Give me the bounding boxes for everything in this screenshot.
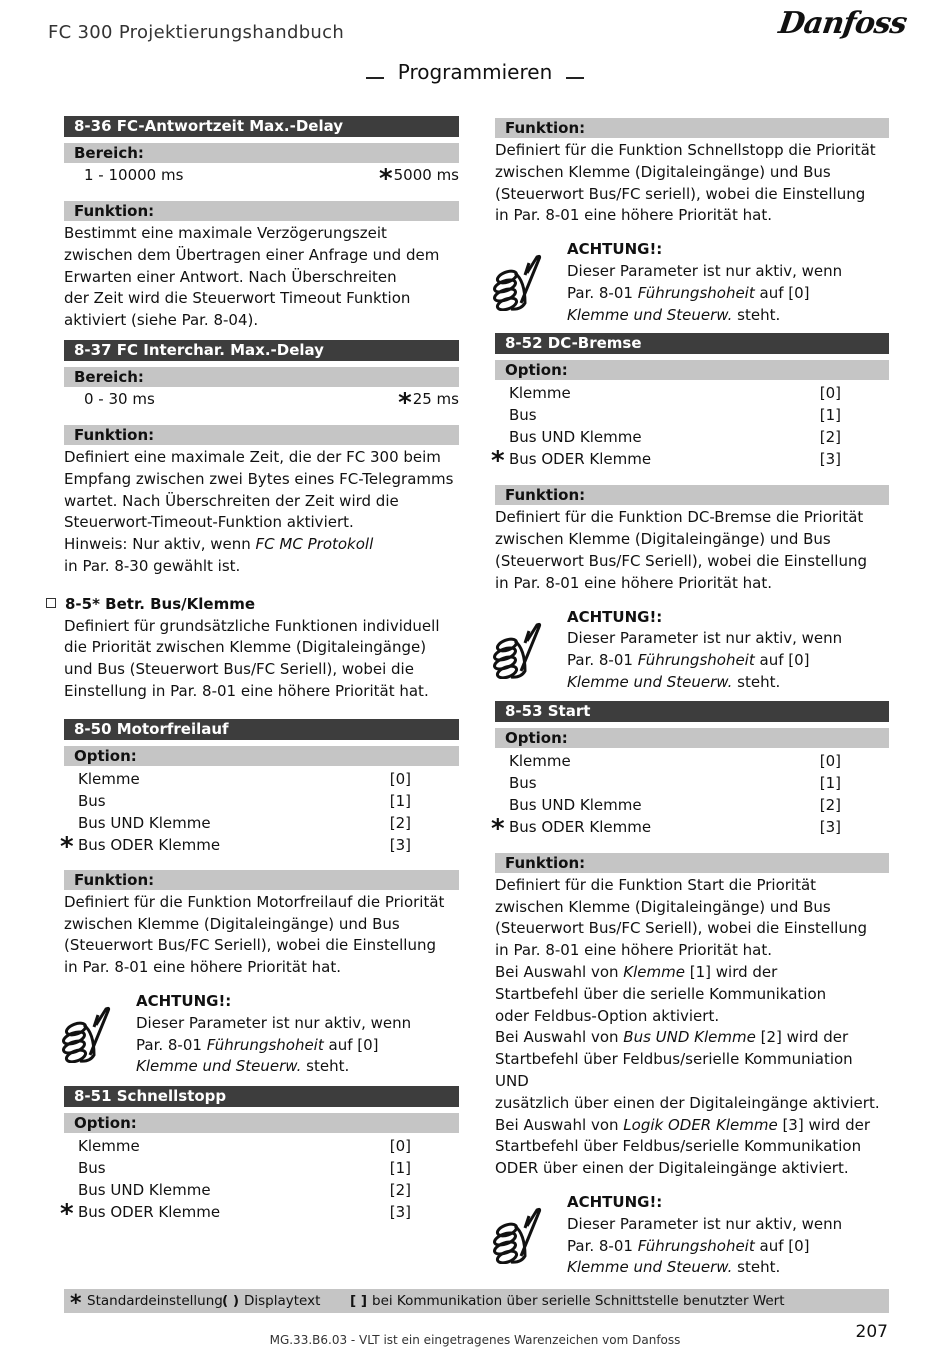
- option-row-default: [491, 813, 889, 844]
- text-line: [0]: [389, 769, 411, 788]
- text-line: 5000 ms: [393, 166, 459, 184]
- text-line: zusätzlich über einen der Digitaleingänge aktiviert.: [495, 1093, 880, 1112]
- text-line: Bus UND Klemme: [509, 795, 642, 814]
- option-list: [60, 1135, 459, 1230]
- text-line: Klemme: [509, 384, 571, 403]
- option-row-default: [491, 446, 889, 477]
- text-line: Startbefehl über die serielle Kommunikation: [495, 984, 827, 1003]
- text-line: [1] wird der: [684, 962, 778, 981]
- hand-note-icon: [60, 1005, 114, 1063]
- option-label: Option:: [495, 728, 889, 748]
- left-column: [60, 116, 459, 1230]
- text-line: Führungshoheit: [637, 283, 755, 302]
- range-row: [64, 387, 459, 418]
- param-title-8-36: 8-36 FC-Antwortzeit Max.-Delay: [64, 116, 459, 137]
- text-line: Par. 8-01: [136, 1035, 207, 1054]
- param-title-8-50: 8-50 Motorfreilauf: [64, 719, 459, 740]
- text-line: auf [0]: [754, 1236, 810, 1255]
- text-line: (Steuerwort Bus/FC Seriell), wobei die Einstellung: [64, 936, 436, 955]
- legend-paren: ( ): [222, 1293, 240, 1309]
- group-heading: [46, 594, 459, 616]
- text-line: Führungshoheit: [637, 1236, 755, 1255]
- text-line: Führungshoheit: [206, 1035, 324, 1054]
- text-line: ODER über einen der Digitaleingänge aktiviert.: [495, 1159, 849, 1178]
- function-label: Funktion:: [495, 118, 889, 138]
- text-line: Par. 8-01: [567, 283, 638, 302]
- text-line: Bei Auswahl von: [495, 962, 624, 981]
- text-line: Definiert für die Funktion Motorfreilauf die Priorität: [64, 892, 445, 911]
- default-star-icon: *: [491, 813, 505, 844]
- text-line: in Par. 8-01 eine höhere Priorität hat.: [495, 573, 772, 592]
- option-row: [64, 790, 459, 812]
- default-star-icon: *: [60, 831, 74, 862]
- note-achtung: [495, 239, 889, 326]
- function-label: Funktion:: [495, 853, 889, 873]
- text-line: 25 ms: [412, 389, 459, 408]
- option-row: [64, 1179, 459, 1201]
- text-line: zwischen dem Übertragen einer Anfrage und dem: [64, 245, 440, 264]
- note-achtung: [495, 607, 889, 694]
- text-line: [1]: [819, 406, 841, 425]
- text-line: Einstellung in Par. 8-01 eine höhere Priorität hat.: [64, 681, 429, 700]
- text-line: [3]: [389, 835, 411, 854]
- function-text: [64, 447, 459, 578]
- range-row: [64, 163, 459, 194]
- text-line: [0]: [819, 751, 841, 770]
- option-row: [495, 772, 889, 794]
- text-line: 8-5* Betr. Bus/Klemme: [65, 594, 256, 613]
- text-line: FC MC Protokoll: [255, 535, 374, 554]
- text-line: die Priorität zwischen Klemme (Digitaleingänge): [64, 638, 427, 657]
- default-value: [398, 387, 459, 418]
- function-label: Funktion:: [64, 425, 459, 445]
- option-row: [495, 750, 889, 772]
- text-line: in Par. 8-30 gewählt ist.: [64, 556, 241, 575]
- note-achtung: [495, 1192, 889, 1279]
- text-line: Startbefehl über Feldbus/serielle Kommuniation UND: [495, 1050, 853, 1090]
- option-row: [495, 794, 889, 816]
- section-heading: [0, 60, 950, 84]
- legend-bracket: [ ]: [350, 1293, 368, 1309]
- text-line: [2]: [819, 428, 841, 447]
- text-line: [1]: [819, 773, 841, 792]
- option-label: Option:: [64, 1113, 459, 1133]
- text-line: (Steuerwort Bus/FC Seriell), wobei die Einstellung: [495, 551, 867, 570]
- danfoss-logo: Danfoss: [776, 6, 909, 41]
- text-line: Bus ODER Klemme: [78, 1203, 221, 1222]
- range-label: Bereich:: [64, 143, 459, 163]
- text-line: Klemme und Steuerw.: [567, 305, 733, 324]
- default-value: [379, 163, 459, 194]
- option-row: [64, 1157, 459, 1179]
- function-text: [64, 892, 459, 979]
- text-line: Bus UND Klemme: [78, 813, 211, 832]
- page-number: 207: [855, 1322, 888, 1342]
- text-line: [1]: [389, 1159, 411, 1178]
- function-text: [495, 140, 889, 227]
- text-line: Klemme und Steuerw.: [567, 672, 733, 691]
- text-line: Dieser Parameter ist nur aktiv, wenn: [136, 1013, 412, 1032]
- default-star-icon: *: [491, 446, 505, 477]
- hand-note-icon: [491, 1206, 545, 1264]
- text-line: auf [0]: [323, 1035, 379, 1054]
- text-line: Klemme: [78, 769, 140, 788]
- text-line: und Bus (Steuerwort Bus/FC Seriell), wobei die: [64, 660, 414, 679]
- footer-text: MG.33.B6.03 - VLT ist ein eingetragenes Warenzeichen vom Danfoss: [269, 1333, 681, 1347]
- text-line: der Zeit wird die Steuerwort Timeout Funktion: [64, 289, 411, 308]
- text-line: Bus ODER Klemme: [509, 450, 652, 469]
- text-line: Par. 8-01: [567, 651, 638, 670]
- text-line: Führungshoheit: [637, 651, 755, 670]
- text-line: Bus: [78, 1159, 106, 1178]
- section-heading-text: Programmieren: [397, 60, 553, 84]
- option-row: [64, 812, 459, 834]
- default-star-icon: *: [379, 164, 393, 194]
- text-line: [3]: [819, 817, 841, 836]
- param-title-8-52: 8-52 DC-Bremse: [495, 333, 889, 354]
- text-line: Bei Auswahl von: [495, 1115, 624, 1134]
- text-line: oder Feldbus-Option aktiviert.: [495, 1006, 720, 1025]
- option-label: Option:: [64, 746, 459, 766]
- text-line: zwischen Klemme (Digitaleingänge) und Bus: [64, 914, 400, 933]
- option-list: [60, 768, 459, 862]
- option-row-default: [60, 1199, 459, 1230]
- note-achtung: [64, 991, 459, 1078]
- text-line: Empfang zwischen zwei Bytes eines FC-Telegramms: [64, 469, 454, 488]
- text-line: Klemme und Steuerw.: [136, 1057, 302, 1076]
- note-title: ACHTUNG!:: [136, 991, 232, 1010]
- legend-bar: [64, 1289, 889, 1316]
- text-line: (Steuerwort Bus/FC Seriell), wobei die Einstellung: [495, 919, 867, 938]
- text-line: Klemme: [509, 751, 571, 770]
- document-title: FC 300 Projektierungshandbuch: [48, 22, 345, 43]
- text-line: steht.: [732, 305, 781, 324]
- right-column: [491, 116, 889, 1279]
- text-line: Klemme: [78, 1137, 140, 1156]
- text-line: in Par. 8-01 eine höhere Priorität hat.: [495, 206, 772, 225]
- text-line: [0]: [819, 384, 841, 403]
- text-line: auf [0]: [754, 283, 810, 302]
- text-line: Bus UND Klemme: [509, 428, 642, 447]
- text-line: Bus: [78, 791, 106, 810]
- text-line: [2] wird der: [755, 1028, 849, 1047]
- range-value: 0 - 30 ms: [84, 389, 155, 408]
- text-line: Definiert für die Funktion DC-Bremse die Priorität: [495, 508, 864, 527]
- param-title-8-51: 8-51 Schnellstopp: [64, 1086, 459, 1107]
- note-title: ACHTUNG!:: [567, 1192, 663, 1211]
- legend-display: Displaytext: [244, 1293, 321, 1309]
- text-line: Bestimmt eine maximale Verzögerungszeit: [64, 224, 387, 242]
- text-line: [3] wird der: [777, 1115, 871, 1134]
- default-star-icon: *: [60, 1199, 74, 1230]
- default-star-icon: *: [398, 387, 412, 418]
- text-line: Dieser Parameter ist nur aktiv, wenn: [567, 261, 843, 280]
- text-line: [0]: [389, 1137, 411, 1156]
- text-line: Bus UND Klemme: [78, 1181, 211, 1200]
- text-line: [2]: [389, 1181, 411, 1200]
- text-line: Par. 8-01: [567, 1236, 638, 1255]
- group-square-icon: [46, 598, 56, 608]
- param-title-8-53: 8-53 Start: [495, 701, 889, 722]
- text-line: zwischen Klemme (Digitaleingänge) und Bus: [495, 897, 831, 916]
- option-list: [491, 750, 889, 844]
- text-line: Definiert für grundsätzliche Funktionen individuell: [64, 616, 440, 635]
- text-line: Startbefehl über Feldbus/serielle Kommunikation: [495, 1137, 862, 1156]
- text-line: Steuerwort-Timeout-Funktion aktiviert.: [64, 513, 354, 532]
- default-star-icon: *: [70, 1291, 82, 1316]
- text-line: [2]: [819, 795, 841, 814]
- text-line: [3]: [389, 1203, 411, 1222]
- function-label: Funktion:: [64, 201, 459, 221]
- text-line: [3]: [819, 450, 841, 469]
- option-label: Option:: [495, 360, 889, 380]
- function-label: Funktion:: [495, 485, 889, 505]
- text-line: steht.: [732, 672, 781, 691]
- note-title: ACHTUNG!:: [567, 607, 663, 626]
- text-line: (Steuerwort Bus/FC seriell), wobei die Einstellung: [495, 184, 866, 203]
- option-list: [491, 382, 889, 477]
- text-line: auf [0]: [754, 651, 810, 670]
- text-line: Bus ODER Klemme: [78, 835, 221, 854]
- text-line: Logik ODER Klemme: [623, 1115, 778, 1134]
- function-text: [495, 875, 889, 1180]
- text-line: in Par. 8-01 eine höhere Priorität hat.: [495, 941, 772, 960]
- note-title: ACHTUNG!:: [567, 240, 663, 259]
- text-line: zwischen Klemme (Digitaleingänge) und Bus: [495, 162, 831, 181]
- range-label: Bereich:: [64, 367, 459, 387]
- text-line: wartet. Nach Überschreiten der Zeit wird die: [64, 491, 399, 510]
- option-row: [64, 1135, 459, 1157]
- range-value: 1 - 10000 ms: [84, 166, 184, 184]
- group-text: [64, 616, 459, 703]
- text-line: Dieser Parameter ist nur aktiv, wenn: [567, 629, 843, 648]
- text-line: [2]: [389, 813, 411, 832]
- text-line: aktiviert (siehe Par. 8-04).: [64, 311, 259, 330]
- text-line: steht.: [301, 1057, 350, 1076]
- option-row: [64, 768, 459, 790]
- option-row: [495, 404, 889, 426]
- text-line: zwischen Klemme (Digitaleingänge) und Bus: [495, 530, 831, 549]
- text-line: Definiert für die Funktion Start die Priorität: [495, 875, 817, 894]
- function-label: Funktion:: [64, 870, 459, 890]
- legend-serial: bei Kommunikation über serielle Schnittstelle benutzter Wert: [372, 1293, 785, 1309]
- text-line: Bus ODER Klemme: [509, 817, 652, 836]
- hand-note-icon: [491, 253, 545, 311]
- text-line: Klemme und Steuerw.: [567, 1258, 733, 1277]
- text-line: Bus UND Klemme: [623, 1028, 756, 1047]
- param-title-8-37: 8-37 FC Interchar. Max.-Delay: [64, 340, 459, 361]
- legend-default: Standardeinstellung: [87, 1293, 223, 1309]
- option-row: [495, 426, 889, 448]
- text-line: [1]: [389, 791, 411, 810]
- text-line: in Par. 8-01 eine höhere Priorität hat.: [64, 958, 341, 977]
- function-text: [64, 223, 459, 332]
- option-row-default: [60, 831, 459, 862]
- text-line: Bei Auswahl von: [495, 1028, 624, 1047]
- text-line: Klemme: [623, 962, 685, 981]
- text-line: Bus: [509, 406, 537, 425]
- text-line: Definiert für die Funktion Schnellstopp die Priorität: [495, 141, 876, 159]
- text-line: steht.: [732, 1258, 781, 1277]
- text-line: Erwarten einer Antwort. Nach Überschreiten: [64, 267, 397, 286]
- text-line: Hinweis: Nur aktiv, wenn: [64, 535, 256, 554]
- option-row: [495, 382, 889, 404]
- hand-note-icon: [491, 621, 545, 679]
- text-line: Dieser Parameter ist nur aktiv, wenn: [567, 1214, 843, 1233]
- text-line: Definiert eine maximale Zeit, die der FC 300 beim: [64, 447, 441, 466]
- text-line: Bus: [509, 773, 537, 792]
- function-text: [495, 507, 889, 594]
